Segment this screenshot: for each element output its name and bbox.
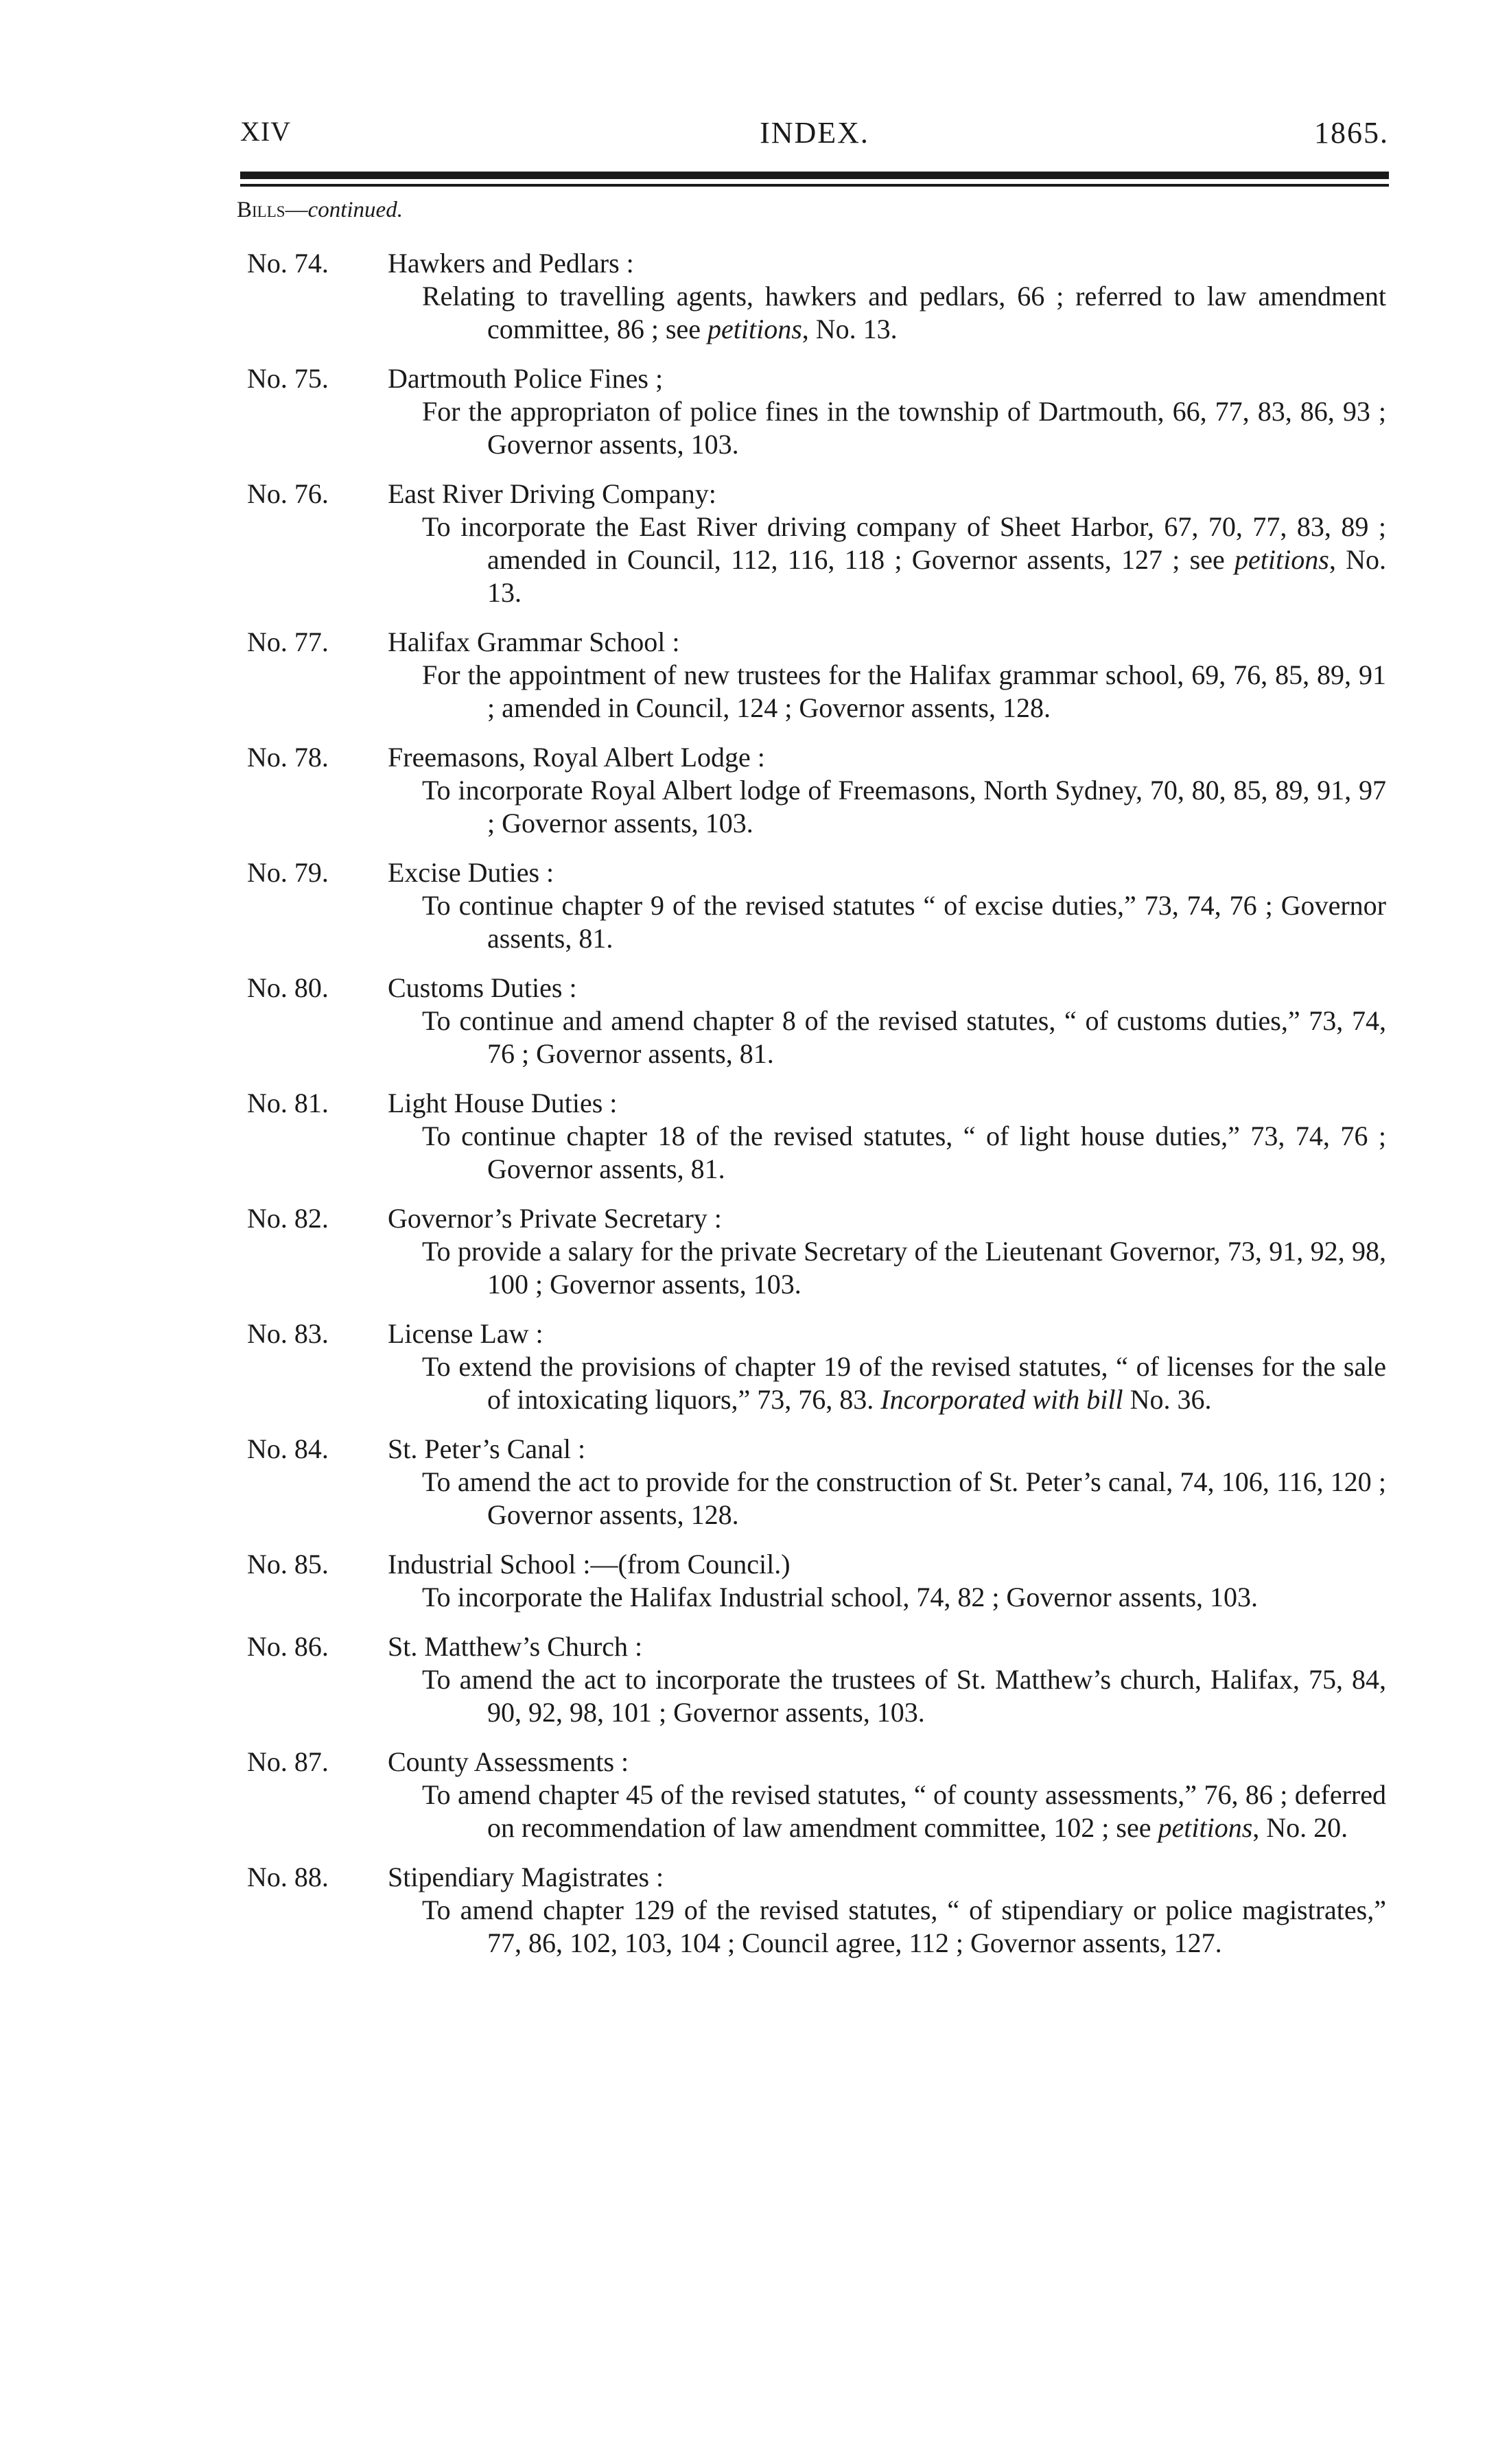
bill-entries [247, 247, 1386, 1976]
bill-description-text: To extend the provisions of chapter 19 of the revised statutes, “ of licenses for the sale of intoxicating liquors,” 73, 76, 83. [422, 1351, 1386, 1415]
bill-description-text: To incorporate the Halifax Industrial school, 74, 82 ; Governor assents, 103. [422, 1582, 1259, 1612]
bill-number: No. 80. [247, 972, 329, 1003]
bill-description [422, 1466, 1386, 1532]
header-rule-thin [240, 184, 1389, 187]
bill-number: No. 81. [247, 1088, 329, 1118]
bill-entry [247, 1861, 1386, 1960]
bill-description [422, 1120, 1386, 1186]
bill-title: Excise Duties : [388, 857, 554, 888]
section-heading: Bills—continued. [237, 198, 403, 222]
bill-number: No. 84. [247, 1433, 329, 1464]
bill-number: No. 85. [247, 1549, 329, 1580]
bill-title: Industrial School :—(from Council.) [388, 1549, 791, 1580]
bill-description-text: To amend chapter 45 of the revised statutes, “ of county assessments,” 76, 86 ; deferred on recommendation of law amendment committee, 102 ; see [422, 1779, 1386, 1843]
bill-description-text: To amend chapter 129 of the revised statutes, “ of stipendiary or police magistrates,” 77, 86, 102, 103, 104 ; Council agree, 112 ; Governor assents, 127. [422, 1894, 1386, 1958]
bill-description-text: Relating to travelling agents, hawkers and pedlars, 66 ; referred to law amendment committee, 86 ; see [422, 281, 1386, 344]
bill-description-text: To continue chapter 9 of the revised statutes “ of excise duties,” 73, 74, 76 ; Governor assents, 81. [422, 890, 1386, 954]
bill-description-text: For the appointment of new trustees for the Halifax grammar school, 69, 76, 85, 89, 91 ; amended in Council, 124 ; Governor assents, 128. [422, 659, 1386, 723]
reference-number: , No. 13. [802, 314, 898, 344]
bill-description-text: To continue chapter 18 of the revised statutes, “ of light house duties,” 73, 74, 76 ; Governor assents, 81. [422, 1120, 1386, 1184]
page-title: INDEX. [760, 116, 869, 150]
bill-number: No. 75. [247, 363, 329, 394]
bill-title: Halifax Grammar School : [388, 626, 680, 657]
section-name: Bills [237, 198, 285, 222]
running-header [240, 115, 1389, 161]
bill-entry [247, 362, 1386, 461]
bill-title: Stipendiary Magistrates : [388, 1862, 664, 1892]
bill-description [422, 659, 1386, 725]
bill-number: No. 83. [247, 1318, 329, 1349]
bill-description-text: To continue and amend chapter 8 of the revised statutes, “ of customs duties,” 73, 74, 76 ; Governor assents, 81. [422, 1005, 1386, 1069]
bill-entry [247, 478, 1386, 609]
bill-description-text: To amend the act to provide for the construction of St. Peter’s canal, 74, 106, 116, 120 ; Governor assents, 128. [422, 1466, 1386, 1530]
reference-number: No. 36. [1123, 1384, 1212, 1415]
bill-description [422, 1894, 1386, 1960]
bill-title: Dartmouth Police Fines ; [388, 363, 664, 394]
bill-description [422, 1235, 1386, 1301]
bill-entry [247, 1548, 1386, 1614]
bill-title: Governor’s Private Secretary : [388, 1203, 722, 1234]
header-rule-thick [240, 172, 1389, 179]
bill-description-text: To incorporate the East River driving company of Sheet Harbor, 67, 70, 77, 83, 89 ; amended in Council, 112, 116, 118 ; Governor assents, 127 ; see [422, 511, 1386, 575]
bill-number: No. 77. [247, 626, 329, 657]
bill-title: Customs Duties : [388, 972, 577, 1003]
bill-entry [247, 741, 1386, 840]
bill-description-text: To provide a salary for the private Secretary of the Lieutenant Governor, 73, 91, 92, 98, 100 ; Governor assents, 103. [422, 1236, 1386, 1300]
bill-description [422, 889, 1386, 955]
bill-entry [247, 972, 1386, 1070]
bill-number: No. 87. [247, 1746, 329, 1777]
bill-number: No. 82. [247, 1203, 329, 1234]
year: 1865. [1314, 116, 1389, 150]
reference-number: , No. 20. [1252, 1812, 1348, 1843]
bill-description-text: To incorporate Royal Albert lodge of Freemasons, North Sydney, 70, 80, 85, 89, 91, 97 ; Governor assents, 103. [422, 775, 1386, 838]
bill-entry [247, 1202, 1386, 1301]
bill-entry [247, 247, 1386, 346]
bill-number: No. 79. [247, 857, 329, 888]
bill-description [422, 1779, 1386, 1844]
cross-reference: Incorporated with bill [880, 1384, 1123, 1415]
bill-description [422, 395, 1386, 461]
section-suffix: continued. [307, 198, 403, 222]
bill-description [422, 1005, 1386, 1070]
bill-description-text: To amend the act to incorporate the trustees of St. Matthew’s church, Halifax, 75, 84, 90, 92, 98, 101 ; Governor assents, 103. [422, 1664, 1386, 1728]
bill-entry [247, 1630, 1386, 1729]
bill-description [422, 280, 1386, 346]
bill-entry [247, 1317, 1386, 1416]
cross-reference: petitions [1158, 1812, 1253, 1843]
bill-number: No. 74. [247, 248, 329, 279]
bill-title: East River Driving Company: [388, 478, 716, 509]
page-number: XIV [240, 116, 292, 147]
bill-title: St. Peter’s Canal : [388, 1433, 586, 1464]
bill-description-text: For the appropriaton of police fines in the township of Dartmouth, 66, 77, 83, 86, 93 ; Governor assents, 103. [422, 396, 1386, 460]
bill-description [422, 1350, 1386, 1416]
bill-description [422, 511, 1386, 609]
bill-entry [247, 1433, 1386, 1532]
bill-description [422, 774, 1386, 840]
bill-entry [247, 626, 1386, 725]
bill-title: Hawkers and Pedlars : [388, 248, 634, 279]
bill-entry [247, 1087, 1386, 1186]
bill-title: License Law : [388, 1318, 543, 1349]
bill-number: No. 78. [247, 742, 329, 773]
cross-reference: petitions [1235, 544, 1329, 575]
bill-entry [247, 1746, 1386, 1844]
bill-description [422, 1663, 1386, 1729]
bill-number: No. 76. [247, 478, 329, 509]
cross-reference: petitions [707, 314, 802, 344]
bill-description [422, 1581, 1386, 1614]
bill-number: No. 88. [247, 1862, 329, 1892]
bill-title: St. Matthew’s Church : [388, 1631, 643, 1662]
bill-number: No. 86. [247, 1631, 329, 1662]
bill-title: County Assessments : [388, 1746, 629, 1777]
reference-number: , No. 13. [487, 544, 1386, 608]
bill-title: Freemasons, Royal Albert Lodge : [388, 742, 765, 773]
bill-entry [247, 856, 1386, 955]
bill-title: Light House Duties : [388, 1088, 618, 1118]
